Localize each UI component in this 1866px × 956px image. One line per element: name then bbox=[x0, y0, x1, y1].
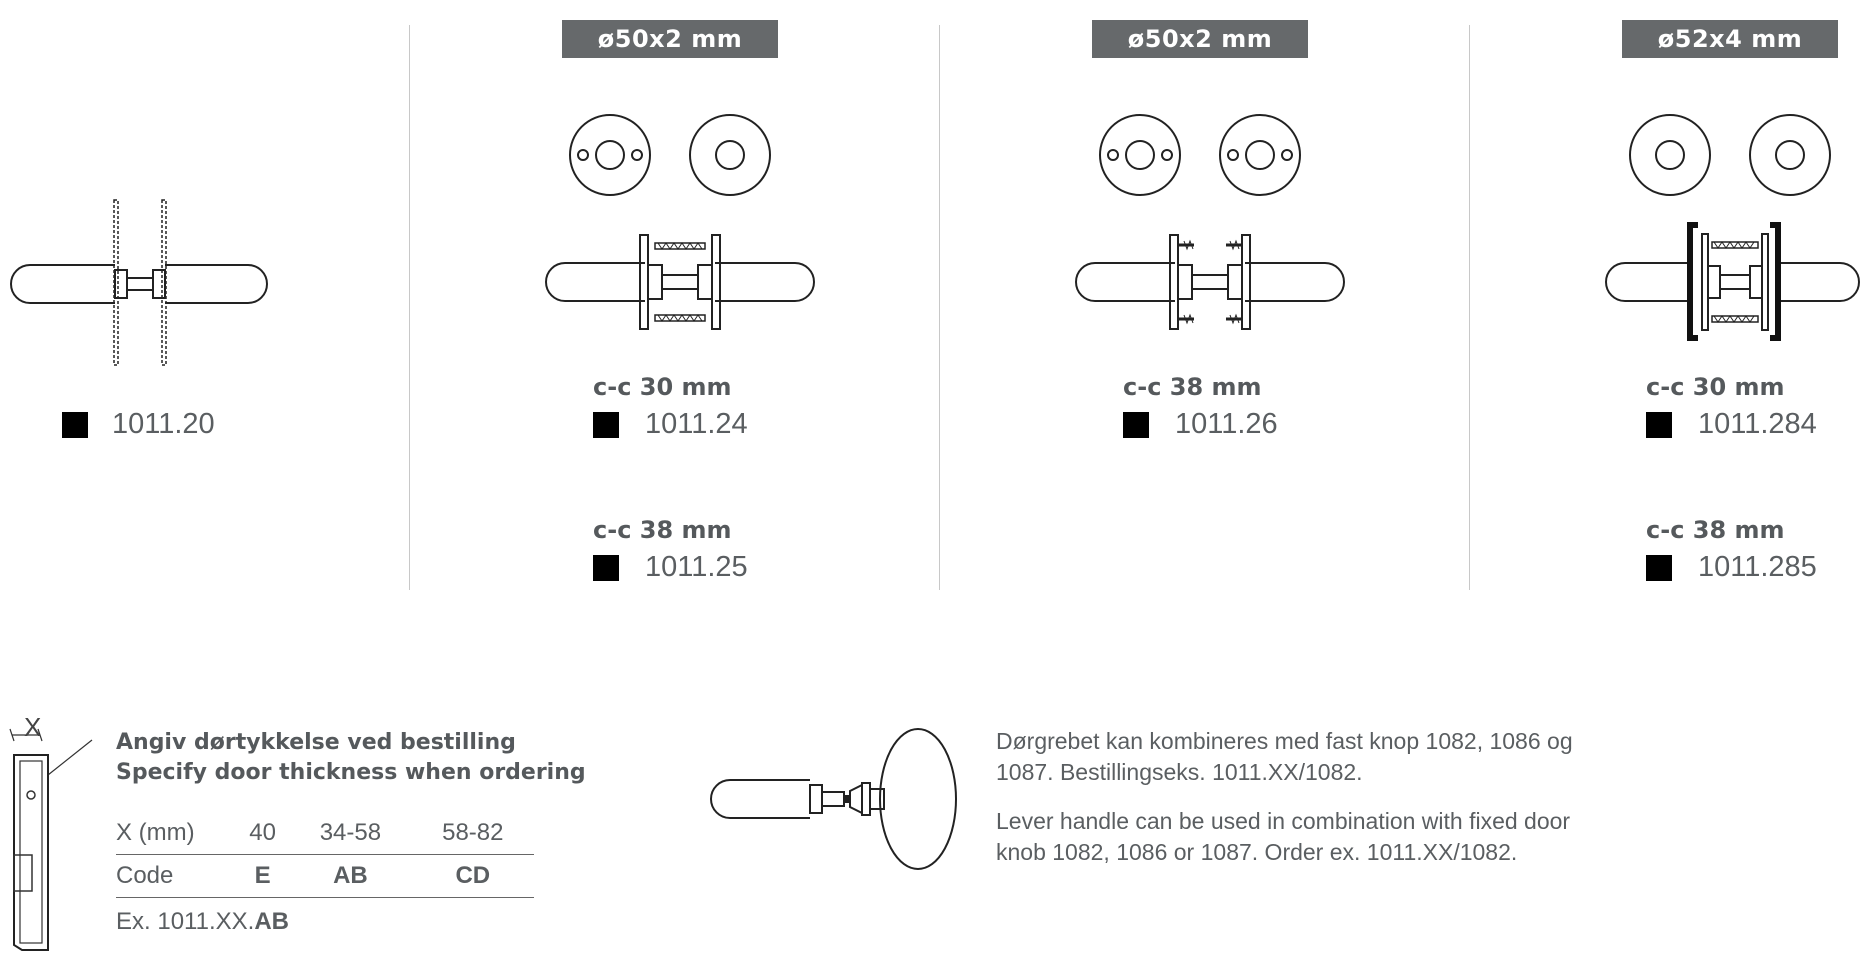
center-distance-label: c-c 38 mm bbox=[593, 516, 732, 544]
black-square bbox=[593, 555, 619, 581]
table-cell: 40 bbox=[236, 812, 289, 855]
product-code: 1011.284 bbox=[1698, 408, 1817, 440]
column-separator bbox=[1469, 25, 1470, 590]
black-square bbox=[593, 412, 619, 438]
center-distance-label: c-c 30 mm bbox=[593, 373, 732, 401]
rosette-dimension-tag: ø50x2 mm bbox=[1092, 20, 1308, 58]
order-example-prefix: Ex. 1011.XX. bbox=[116, 908, 255, 935]
product-code: 1011.285 bbox=[1698, 551, 1817, 583]
table-cell: 34-58 bbox=[289, 812, 411, 855]
order-example bbox=[116, 908, 289, 936]
thickness-table bbox=[116, 812, 534, 898]
column-separator bbox=[409, 25, 410, 590]
table-cell: Code bbox=[116, 855, 236, 898]
product-code: 1011.24 bbox=[645, 408, 748, 440]
lever-handle-through-bolt-drawing bbox=[1060, 225, 1360, 345]
rosette-front-views bbox=[1620, 110, 1860, 210]
black-square bbox=[1646, 412, 1672, 438]
center-distance-label: c-c 38 mm bbox=[1123, 373, 1262, 401]
lever-handle-screwed-drawing bbox=[530, 225, 830, 345]
table-cell: AB bbox=[289, 855, 411, 898]
black-square bbox=[62, 412, 88, 438]
knob-text-danish: Dørgrebet kan kombineres med fast knop 1082, 1086 og 1087. Bestillingseks. 1011.XX/1082. bbox=[996, 728, 1573, 785]
door-edge-drawing bbox=[0, 715, 100, 955]
lever-handle-thick-rosette-drawing bbox=[1590, 220, 1866, 350]
rosette-front-views bbox=[560, 110, 800, 210]
black-square bbox=[1646, 555, 1672, 581]
door-thickness-x-label: X bbox=[24, 712, 42, 742]
center-distance-label: c-c 30 mm bbox=[1646, 373, 1785, 401]
lever-with-knob-drawing bbox=[700, 725, 980, 875]
product-code: 1011.20 bbox=[112, 408, 215, 440]
thickness-title-danish: Angiv dørtykkelse ved bestilling bbox=[116, 730, 516, 755]
table-cell: CD bbox=[412, 855, 534, 898]
table-cell: 58-82 bbox=[412, 812, 534, 855]
order-example-code: AB bbox=[254, 908, 289, 935]
rosette-front-views bbox=[1090, 110, 1330, 210]
thickness-title-english: Specify door thickness when ordering bbox=[116, 760, 586, 785]
center-distance-label: c-c 38 mm bbox=[1646, 516, 1785, 544]
table-row bbox=[116, 812, 534, 855]
table-row bbox=[116, 855, 534, 898]
black-square bbox=[1123, 412, 1149, 438]
table-cell: X (mm) bbox=[116, 812, 236, 855]
knob-text-english: Lever handle can be used in combination with fixed door knob 1082, 1086 or 1087. Order ex. 1011.XX/1082. bbox=[996, 808, 1571, 865]
column-separator bbox=[939, 25, 940, 590]
product-code: 1011.26 bbox=[1175, 408, 1278, 440]
lever-handle-drawing bbox=[0, 190, 280, 380]
product-code: 1011.25 bbox=[645, 551, 748, 583]
rosette-dimension-tag: ø52x4 mm bbox=[1622, 20, 1838, 58]
table-cell: E bbox=[236, 855, 289, 898]
rosette-dimension-tag: ø50x2 mm bbox=[562, 20, 778, 58]
